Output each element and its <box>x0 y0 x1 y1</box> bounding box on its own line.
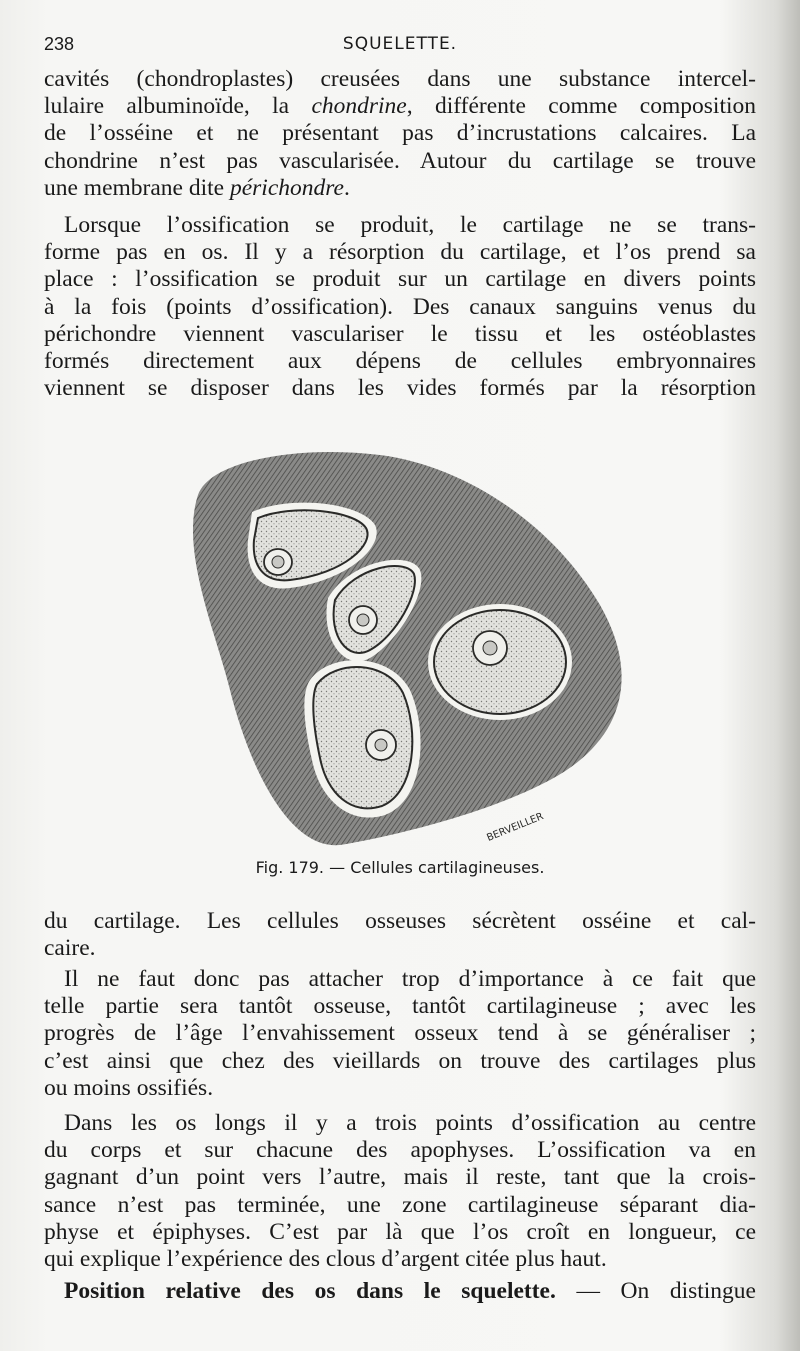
page-number: 238 <box>44 34 75 54</box>
text-line: cavités (chondroplastes) creusées dans une substance intercel- <box>44 66 756 92</box>
text-line: gagnant d’un point vers l’autre, mais il reste, tant que la crois- <box>44 1164 756 1191</box>
text-line: physe et épiphyses. C’est par là que l’os croît en longueur, ce <box>44 1218 756 1245</box>
cartilage-cells-figure <box>170 440 630 850</box>
text-line: du corps et sur chacune des apophyses. L’ossification va en <box>44 1137 756 1164</box>
engraver-signature: BERVEILLER <box>485 811 546 844</box>
paragraph-position-relative <box>44 1278 756 1305</box>
paragraph-chondrine <box>44 66 756 202</box>
text-line: ou moins ossifiés. <box>44 1074 214 1101</box>
text-line: chondrine n’est pas vascularisée. Autour du cartilage se trouve <box>44 147 756 174</box>
text-line: formés directement aux dépens de cellules embryonnaires <box>44 348 756 375</box>
text-line: place : l’ossification se produit sur un cartilage en divers points <box>44 266 756 293</box>
chondrocyte-3 <box>428 604 572 720</box>
text-line: à la fois (points d’ossification). Des canaux sanguins venus du <box>44 293 756 320</box>
text-line: forme pas en os. Il y a résorption du cartilage, et l’os prend sa <box>44 239 756 266</box>
page-header <box>44 30 756 58</box>
figure-caption: Fig. 179. — Cellules cartilagineuses. <box>255 858 545 877</box>
italic-term: périchondre <box>229 174 344 201</box>
paragraph-ossification <box>44 212 756 402</box>
running-title: SQUELETTE. <box>342 34 458 54</box>
text-line: de l’osséine et ne présentant pas d’incrustations calcaires. La <box>44 120 756 147</box>
paragraph-cellules-osseuses <box>44 908 756 962</box>
text-line: progrès de l’âge l’envahissement osseux tend à se généraliser ; <box>44 1020 756 1047</box>
text-line: sance n’est pas terminée, une zone cartilagineuse séparant dia- <box>44 1191 756 1218</box>
text-line: qui explique l’expérience des clous d’argent citée plus haut. <box>44 1246 607 1273</box>
text-line: Il ne faut donc pas attacher trop d’importance à ce fait que <box>64 966 756 992</box>
italic-term: chondrine <box>311 93 407 120</box>
text-line: telle partie sera tantôt osseuse, tantôt cartilagineuse ; avec les <box>44 993 756 1020</box>
text-line: viennent se disposer dans les vides formés par la résorption <box>44 375 756 402</box>
text-line: caire. <box>44 935 96 962</box>
text-line: Dans les os longs il y a trois points d’ossification au centre <box>64 1110 756 1136</box>
text-line: lulaire albuminoïde, la chondrine, différente comme composition <box>44 93 756 120</box>
text-line: c’est ainsi que chez des vieillards on trouve des cartilages plus <box>44 1047 756 1074</box>
text-line: Lorsque l’ossification se produit, le cartilage ne se trans- <box>64 212 756 238</box>
text-line: du cartilage. Les cellules osseuses sécrètent osséine et cal- <box>44 908 756 934</box>
paragraph-importance <box>44 966 756 1102</box>
section-heading-continuation: — On distingue <box>555 1278 756 1304</box>
text-line: une membrane dite périchondre. <box>44 174 350 201</box>
text-line <box>44 1278 756 1305</box>
text-line: périchondre viennent vasculariser le tissu et les ostéoblastes <box>44 320 756 347</box>
section-heading: Position relative des os dans le squelette. <box>64 1278 556 1304</box>
paragraph-os-longs <box>44 1110 756 1273</box>
